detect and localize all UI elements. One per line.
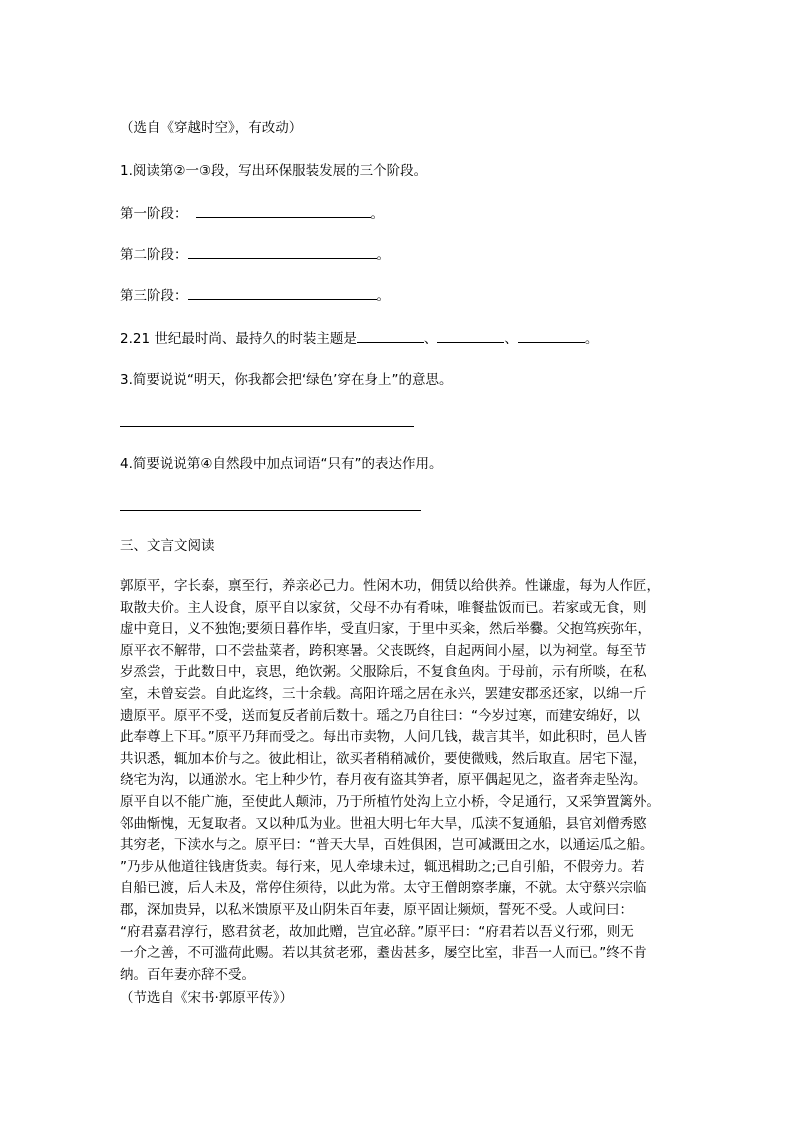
stage-2-row xyxy=(120,244,390,265)
q2-sep-2: 、 xyxy=(504,331,518,347)
stage-1-blank[interactable] xyxy=(196,203,371,218)
question-2-prompt: 2.21 世纪最时尚、最持久的时装主题是 xyxy=(120,331,357,347)
question-2 xyxy=(120,328,598,349)
passage-line: 室，未曾妄尝。自此迄终，三十余载。高阳许瑶之居在永兴，罢建安郡丞还家，以绵一斤 xyxy=(120,685,647,702)
passage-line: “府君嘉君淳行，愍君贫老，故加此赠，岂宜必辞。”原平曰：“府君若以吾义行邪，则无 xyxy=(120,923,634,940)
stage-3-end: 。 xyxy=(376,288,390,304)
passage-line: 此奉尊上下耳。”原平乃拜而受之。每出市卖物，人问几钱，裁言其半，如此积时，邑人皆 xyxy=(120,729,647,746)
q3-answer-line[interactable] xyxy=(120,426,414,427)
passage-line: 一介之善，不可滥荷此赐。若以其贫老邪，耋齿甚多，屡空比室，非吾一人而已。”终不肯 xyxy=(120,945,647,962)
question-3: 3.简要说说“明天，你我都会把‘绿色’穿在身上”的意思。 xyxy=(120,372,453,388)
passage-line: 原平自以不能广施，至使此人颠沛，乃于所植竹处沟上立小桥，令足通行，又采笋置篱外。 xyxy=(120,793,660,810)
q2-blank-2[interactable] xyxy=(437,328,504,343)
classical-source-note: （节选自《宋书·郭原平传》） xyxy=(120,990,294,1006)
passage-line: 绕宅为沟，以通淤水。宅上种少竹，春月夜有盗其笋者，原平偶起见之，盗者奔走坠沟。 xyxy=(120,772,647,789)
q2-end: 。 xyxy=(584,331,599,347)
stage-3-blank[interactable] xyxy=(188,285,377,300)
q2-sep-1: 、 xyxy=(423,331,438,347)
passage-line: 遗原平。原平不受，送而复反者前后数十。瑶之乃自往曰：“今岁过寒，而建安绵好，以 xyxy=(120,707,640,724)
question-1: 1.阅读第②一③段，写出环保服装发展的三个阶段。 xyxy=(120,163,428,179)
stage-1-label: 第一阶段： xyxy=(120,206,188,222)
q2-blank-3[interactable] xyxy=(518,328,585,343)
passage-line: 郡，深加贵异，以私米馈原平及山阴朱百年妻，原平固让频烦，誓死不受。人或问曰： xyxy=(120,901,633,918)
passage-line: 纳。百年妻亦辞不受。 xyxy=(120,966,255,983)
passage-line: 取散夫价。主人设食，原平自以家贫，父母不办有肴味，唯餐盐饭而已。若家或无食，则 xyxy=(120,599,647,616)
passage-line: 邻曲惭愧，无复取者。又以种瓜为业。世祖大明七年大旱，瓜渎不复通船，县官刘僧秀愍 xyxy=(120,815,647,832)
stage-2-label: 第二阶段： xyxy=(120,247,188,263)
passage-line: 其穷老，下渎水与之。原平曰：“普天大旱，百姓俱困，岂可减溉田之水，以通运瓜之船。 xyxy=(120,837,654,854)
stage-3-label: 第三阶段： xyxy=(120,288,188,304)
stage-3-row xyxy=(120,285,390,306)
passage-line: 自船已渡，后人未及，常停住须待，以此为常。太守王僧朗察孝廉，不就。太守蔡兴宗临 xyxy=(120,880,647,897)
source-note: （选自《穿越时空》，有改动） xyxy=(120,120,303,136)
passage-line: 郭原平，字长泰，禀至行，养亲必己力。性闲木功，佣赁以给供养。性谦虚，每为人作匠， xyxy=(120,578,660,594)
passage-line: 原平衣不解带，口不尝盐菜者，跨积寒暑。父丧既终，自起两间小屋，以为祠堂。每至节 xyxy=(120,642,647,659)
q4-answer-line[interactable] xyxy=(120,510,421,511)
passage-line: 虚中竟日，义不独饱;要须日暮作毕，受直归家，于里中买籴，然后举爨。父抱笃疾弥年， xyxy=(120,621,652,638)
passage-line: 岁烝尝，于此数日中，哀思，绝饮粥。父服除后，不复食鱼肉。于母前，示有所啖，在私 xyxy=(120,664,647,681)
passage-line: ”乃步从他道往钱唐货卖。每行来，见人牵埭未过，辄迅楫助之;己自引船，不假旁力。若 xyxy=(120,858,645,875)
section-title: 三、文言文阅读 xyxy=(120,538,215,554)
q2-blank-1[interactable] xyxy=(357,328,424,343)
stage-2-end: 。 xyxy=(376,247,390,263)
classical-passage xyxy=(120,576,660,986)
question-4: 4.简要说说第④自然段中加点词语“只有”的表达作用。 xyxy=(120,456,443,472)
passage-line: 共识悉，辄加本价与之。彼此相让，欲买者稍稍减价，要使微贱，然后取直。居宅下湿， xyxy=(120,750,647,767)
stage-1-row xyxy=(120,203,384,224)
stage-1-end: 。 xyxy=(370,206,384,222)
stage-2-blank[interactable] xyxy=(188,244,377,259)
